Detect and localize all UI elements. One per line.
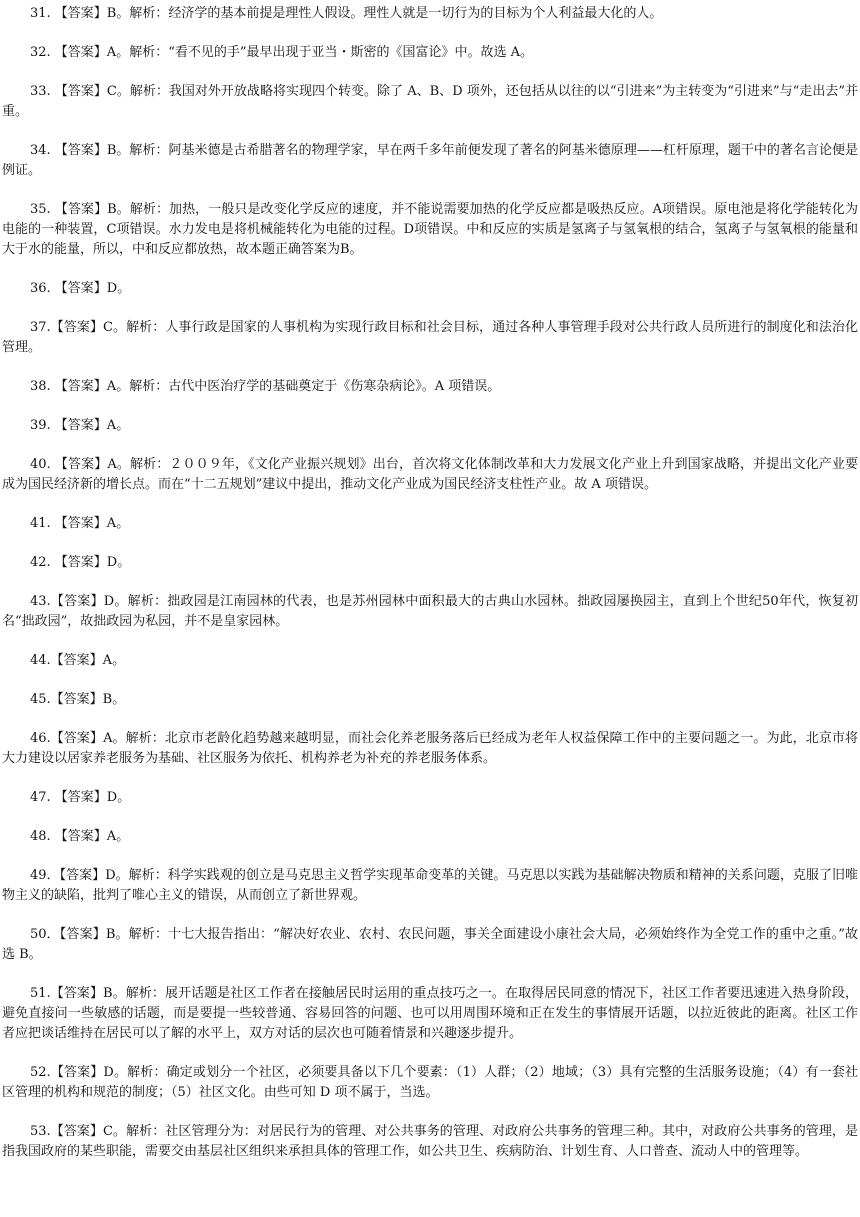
answer-item-33: 33. 【答案】C。解析：我国对外开放战略将实现四个转变。除了 A、B、D 项外，还包括从以往的以“引进来”为主转变为“引进来”与“走出去”并重。	[2, 84, 858, 119]
answer-item-38: 38. 【答案】A。解析：古代中医治疗学的基础奠定于《伤寒杂病论》。A 项错误。	[30, 379, 501, 394]
answer-item-45: 45.【答案】B。	[30, 692, 126, 707]
answer-item-52: 52.【答案】D。解析：确定或划分一个社区，必须要具备以下几个要素：（1）人群；（2）地域；（3）具有完整的生活服务设施；（4）有一套社区管理的机构和规范的制度；（5）社区文化。由些可知 D 项不属于，当选。	[2, 1065, 858, 1100]
answer-item-50: 50．【答案】B。解析：十七大报告指出：“解决好农业、农村、农民问题，事关全面建设小康社会大局，必须始终作为全党工作的重中之重。”故选 B。	[2, 927, 858, 962]
answer-item-34: 34. 【答案】B。解析：阿基米德是古希腊著名的物理学家，早在两千多年前便发现了著名的阿基米德原理——杠杆原理，题干中的著名言论便是例证。	[2, 143, 858, 178]
answer-item-39: 39. 【答案】A。	[30, 418, 130, 433]
answer-item-31: 31. 【答案】B。解析：经济学的基本前提是理性人假设。理性人就是一切行为的目标为个人利益最大化的人。	[30, 6, 663, 21]
answer-item-37: 37.【答案】C。解析：人事行政是国家的人事机构为实现行政目标和社会目标，通过各种人事管理手段对公共行政人员所进行的制度化和法治化管理。	[2, 320, 858, 355]
answer-item-46: 46.【答案】A。解析：北京市老龄化趋势越来越明显，而社会化养老服务落后已经成为老年人权益保障工作中的主要问题之一。为此，北京市将大力建设以居家养老服务为基础、社区服务为依托、机构养老为补充的养老服务体系。	[2, 731, 858, 766]
answer-item-48: 48. 【答案】A。	[30, 829, 130, 844]
answer-item-35: 35. 【答案】B。解析：加热，一般只是改变化学反应的速度，并不能说需要加热的化学反应都是吸热反应。A项错误。原电池是将化学能转化为电能的一种装置，C项错误。水力发电是将机械能转化为电能的过程。D项错误。中和反应的实质是氢离子与氢氧根的结合，氢离子与氢氧根的能量和大于水的能量，所以，中和反应都放热，故本题正确答案为B。	[2, 202, 858, 257]
answer-item-41: 41. 【答案】A。	[30, 516, 130, 531]
answer-item-49: 49．【答案】D。解析：科学实践观的创立是马克思主义哲学实现革命变革的关键。马克思以实践为基础解决物质和精神的关系问题，克服了旧唯物主义的缺陷，批判了唯心主义的错误，从而创立了新世界观。	[2, 868, 858, 903]
answer-item-53: 53.【答案】C。解析：社区管理分为：对居民行为的管理、对公共事务的管理、对政府公共事务的管理三种。其中，对政府公共事务的管理，是指我国政府的某些职能，需要交由基层社区组织来承担具体的管理工作，如公共卫生、疾病防治、计划生育、人口普查、流动人中的管理等。	[2, 1124, 858, 1159]
answer-item-47: 47. 【答案】D。	[30, 790, 131, 805]
answer-item-51: 51.【答案】B。解析：展开话题是社区工作者在接触居民时运用的重点技巧之一。在取得居民同意的情况下，社区工作者要迅速进入热身阶段，避免直接问一些敏感的话题，而是要提一些较普通、容易回答的问题、也可以用周围环境和正在发生的事情展开话题，以拉近彼此的距离。社区工作者应把谈话维持在居民可以了解的水平上，双方对话的层次也可随着情景和兴趣逐步提升。	[2, 986, 858, 1041]
answer-item-40: 40. 【答案】A。解析：２００９年，《文化产业振兴规划》出台，首次将文化体制改革和大力发展文化产业上升到国家战略，并提出文化产业要成为国民经济新的增长点。而在“十二五规划”建议中提出，推动文化产业成为国民经济支柱性产业。故 A 项错误。	[2, 457, 858, 492]
answer-item-42: 42. 【答案】D。	[30, 555, 131, 570]
answer-item-43: 43.【答案】D。解析：拙政园是江南园林的代表，也是苏州园林中面积最大的古典山水园林。拙政园屡换园主，直到上个世纪50年代，恢复初名“拙政园”，故拙政园为私园，并不是皇家园林。	[2, 594, 858, 629]
answer-item-32: 32. 【答案】A。解析：“看不见的手”最早出现于亚当・斯密的《国富论》中。故选 A。	[30, 45, 534, 60]
answer-item-36: 36. 【答案】D。	[30, 281, 131, 296]
answer-item-44: 44.【答案】A。	[30, 653, 126, 668]
